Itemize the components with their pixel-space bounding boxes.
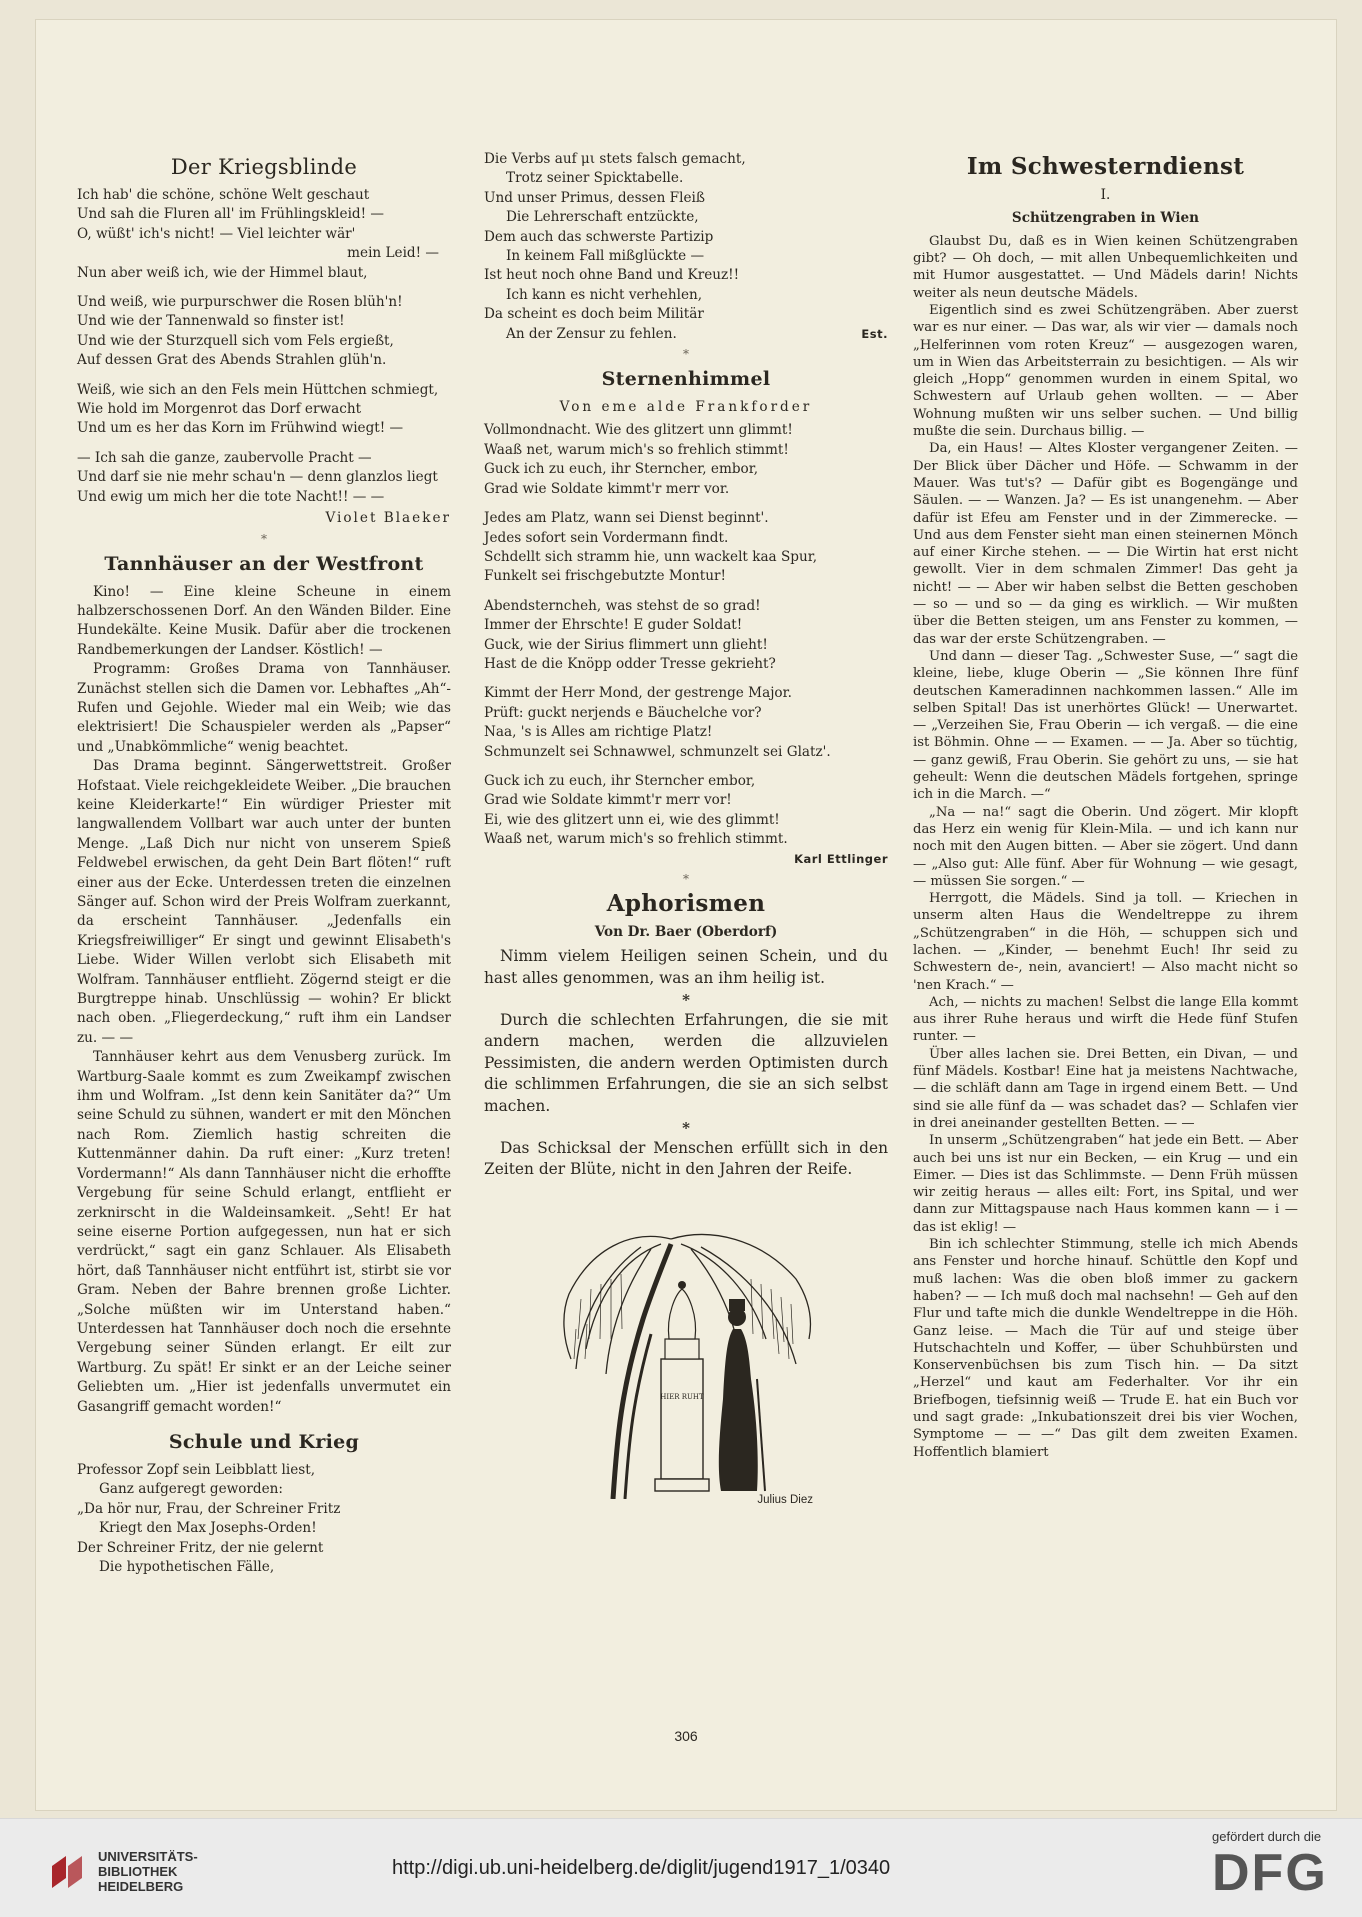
verse-line: Grad wie Soldate kimmt'r merr vor!	[484, 792, 732, 809]
poem-author: Est.	[861, 326, 888, 341]
verse-line: Ei, wie des glitzert unn ei, wie des glimmt!	[484, 811, 780, 828]
article-title: Tannhäuser an der Westfront	[104, 552, 424, 575]
aphorism: Das Schicksal der Menschen erfüllt sich in den Zeiten der Blüte, nicht in den Jahren der Reife.	[484, 1138, 888, 1179]
verse-line: Und um es her das Korn im Frühwind wiegt! —	[77, 420, 404, 437]
verse-line: Und wie der Sturzquell sich vom Fels ergießt,	[77, 332, 394, 349]
verse-line: Professor Zopf sein Leibblatt liest,	[77, 1461, 316, 1478]
story-section: I.	[1100, 187, 1111, 203]
separator-star: *	[682, 1118, 690, 1137]
verse-line: An der Zensur zu fehlen.	[506, 325, 677, 342]
verse-line: Und ewig um mich her die tote Nacht!! — —	[77, 488, 385, 505]
story-paragraph: In unserm „Schützengraben“ hat jede ein Bett. — Aber auch bei uns ist nur ein Becken, — ein Krug — und ein Eimer. — Dies ist das Schlimmste. — Denn Früh müssen wir zeitig heraus — alles eilt: Fort, ins Spital, und wer dann zur Mittagspause nach Haus kommen kann — i — das ist eklig! —	[913, 1133, 1298, 1235]
verse-line: Hast de die Knöpp odder Tresse gekrieht?	[484, 655, 776, 672]
poem-author: Violet Blaeker	[325, 510, 451, 527]
story-paragraph: Da, ein Haus! — Altes Kloster vergangener Zeiten. — Der Blick über Dächer und Höfe. — Schwamm in der Mauer. Was tut's? — Dafür gibt es Bogengänge und Säulen. — — Wanzen. Ja? — Es ist unangenehm. — Aber dafür ist Efeu am Fenster und in der Zimmerecke. — Und aus dem Fenster sieht man einen steinernen Mönch auf einer Kirche stehen. — — Die Wirtin hat erst nicht gewollt. Vier in dem schmalen Zimmer! Das geht ja nicht! — — Aber wir haben selbst die Betten geschoben — so — und so — da ging es wirklich. — Wir mußten über die Betten steigen, um ans Fenster zu kommen, — das war der erste Schützengraben. —	[913, 441, 1298, 647]
aphorisms-author: Von Dr. Baer (Oberdorf)	[594, 924, 778, 940]
willow-tree-icon	[551, 1199, 821, 1499]
column-3	[913, 150, 1298, 1461]
verse-line: mein Leid! —	[347, 245, 439, 262]
aphorism: Nimm vielem Heiligen seinen Schein, und du hast alles genommen, was an ihm heilig ist.	[484, 947, 888, 987]
verse-line: Dem auch das schwerste Partizip	[484, 228, 714, 245]
story-paragraph: Ach, — nichts zu machen! Selbst die lange Ella kommt aus ihrer Ruhe heraus und wirft die Hede fünf Stufen runter. —	[913, 994, 1298, 1045]
verse-line: Ich hab' die schöne, schöne Welt geschaut	[77, 187, 370, 203]
article-paragraph: Das Drama beginnt. Sängerwettstreit. Großer Hofstaat. Viele reichgekleidete Weiber. „Die brauchen keine Kleiderkarte!“ Ein würdiger Priester mit langwallendem Vollbart war auch unter der bunten Menge. „Laß Dich nur nicht von unserem Spieß Feldwebel erwischen, da geht Dein Bart flöten!“ ruft einer aus der Ecke. Unterdessen treten die einzelnen Sänger auf. Schon wird der Preis Wolfram zuerkannt, da erscheint Tannhäuser. „Jedenfalls ein Kriegsfreiwilliger“ Er singt und gewinnt Elisabeth's Liebe. Wider Willen verlobt sich Elisabeth mit Wolfram. Tannhäuser entflieht. Zögernd steigt er die Burgtreppe hinab. Unschlüssig — wohin? Er blickt nach oben. „Fliegerdeckung,“ ruft ihm ein Landser zu. — —	[77, 758, 451, 1046]
verse-line: Weiß, wie sich an den Fels mein Hüttchen schmiegt,	[77, 381, 439, 398]
story-paragraph: „Na — na!“ sagt die Oberin. Und zögert. Mir klopft das Herz ein wenig für Klein-Mila. — und ich kann nur noch mit den Augen bitten. — Aber sie zögert. Und dann — „Also gut: Alle fünf. Aber für Wohnung — wie gesagt, — müssen Sie sorgen.“ —	[913, 804, 1298, 889]
story-paragraph: Glaubst Du, daß es in Wien keinen Schützengraben gibt? — Oh doch, — mit allen Unbequemlichkeiten und mit Humor ausgestattet. — Und Mädels darin! Nichts weiter als neun deutsche Mädels.	[913, 233, 1298, 301]
verse-line: „Da hör nur, Frau, der Schreiner Fritz	[77, 1500, 341, 1517]
verse-line: Und darf sie nie mehr schau'n — denn glanzlos liegt	[77, 469, 438, 486]
poem-author: Karl Ettlinger	[794, 851, 888, 866]
story-subtitle: Schützengraben in Wien	[1011, 210, 1200, 227]
gravestone-text: HIER RUHT	[660, 1392, 704, 1401]
poem-verse	[484, 421, 888, 849]
verse-line: Waaß net, warum mich's so frehlich stimmt.	[484, 831, 788, 848]
story-paragraph: Über alles lachen sie. Drei Betten, ein Divan, — und fünf Mädels. Kostbar! Eine hat ja meistens Nachtwache, — die schläft dann am Tage in irgend einem Bett. — Und sind sie alle fünf da — was schadet das? — Schlafen vier in drei aneinander gestellten Betten. — —	[913, 1046, 1298, 1131]
verse-line: Immer der Ehrschte! E guder Soldat!	[484, 617, 743, 634]
verse-line: Schdellt sich stramm hie, unn wackelt kaa Spur,	[484, 548, 818, 565]
column-1	[77, 150, 451, 1577]
poem-title: Schule und Krieg	[168, 1430, 360, 1453]
verse-line: Jedes am Platz, wann sei Dienst beginnt'.	[484, 510, 769, 527]
separator-star: *	[682, 990, 690, 1009]
poem-subtitle: Von eme alde Frankforder	[559, 399, 813, 416]
story-paragraph: Eigentlich sind es zwei Schützengräben. Aber zuerst war es nur einer. — Das war, als wir vier — damals noch „Helferinnen vom roten Kreuz“ — ausgezogen waren, um in Wien das Arbeitsterrain zu besichtigen. — Als wir gleich „Hopp“ genommen wurden in einem Spital, wo Schwestern auf Urlaub gehen wollten. — — Aber Wohnung mußten wir uns selber suchen. — Und billig mußte die sein. Durchaus billig. —	[913, 303, 1298, 440]
dfg-logo: DFG	[1212, 1844, 1328, 1902]
verse-line-with-author	[484, 325, 888, 344]
verse-line: Die Lehrerschaft entzückte,	[506, 209, 699, 226]
verse-line: Wie hold im Morgenrot das Dorf erwacht	[77, 401, 362, 418]
library-logo[interactable]	[48, 1849, 198, 1894]
permalink[interactable]: http://digi.ub.uni-heidelberg.de/diglit/jugend1917_1/0340	[392, 1857, 891, 1879]
story-paragraph: Und dann — dieser Tag. „Schwester Suse, —“ sagt die kleine, liebe, kluge Oberin — „Sie können Ihre fünf deutschen Kameradinnen nachkommen lassen.“ Alle im selben Spital! Das ist unerhörtes Glück! — Unerwartet. — „Verzeihen Sie, Frau Oberin — ich vergaß. — die eine ist Böhmin. Ohne — — Examen. — — Ja. Aber so tüchtig, — ganz gewiß, Frau Oberin. Sie gehört zu uns, — sie hat geheult: Wenn die deutschen Mädels fortgehen, springe ich in die March. —“	[913, 648, 1298, 803]
aphorisms	[484, 946, 888, 1180]
story-paragraph: Herrgott, die Mädels. Sind ja toll. — Kriechen in unserm alten Haus die Wendeltreppe zu ihrem „Schützengraben“ in die Höh, — schuppen sich und lachen. — „Kinder, — benehmt Euch! Ihr seid zu Schwestern de-, nein, avanciert! — Also macht nicht so 'nen Krach.“ —	[913, 891, 1298, 993]
verse-line: Vollmondnacht. Wie des glitzert unn glimmt!	[484, 422, 793, 439]
verse-line: Und unser Primus, dessen Fleiß	[484, 189, 705, 206]
article-paragraph: Tannhäuser kehrt aus dem Venusberg zurück. Im Wartburg-Saale kommt es zum Zweikampf zwischen ihm und Wolfram. „Ist denn kein Sanitäter da?“ Um seine Schuld zu sühnen, wandert er mit den Mönchen nach Rom. Ziemlich hastig schreiten die Kuttenmänner dahin. Da ruft einer: „Kurz treten! Vordermann!“ Als dann Tannhäuser nicht die erhoffte Vergebung für seine Schuld erlangt, entflieht er zerknirscht in die Waldeinsamkeit. „Seht! Er hat seine eiserne Portion aufgegessen, nun hat er sich verdrückt,“ sagt ein ganz Schlauer. Als Elisabeth hört, daß Tannhäuser nicht entführt ist, stirbt sie vor Gram. Neben der Bahre brennen große Lichter. „Solche müßten wir im Unterstand haben.“ Unterdessen hat Tannhäuser doch noch die ersehnte Vergebung seiner Sünden erlangt. Er eilt zur Wartburg. Zu spät! Er sinkt er an der Leiche seiner Geliebten um. „Hier ist jedenfalls unvermutet ein Gasangriff gemacht worden!“	[77, 1049, 451, 1415]
poem-verse	[77, 1461, 451, 1577]
verse-line: Die Verbs auf μι stets falsch gemacht,	[484, 151, 746, 167]
verse-line: Nun aber weiß ich, wie der Himmel blaut,	[77, 264, 368, 281]
verse-line: Guck, wie der Sirius flimmert unn glieht!	[484, 636, 768, 653]
verse-line: Schmunzelt sei Schnawwel, schmunzelt sei Glatz'.	[484, 743, 831, 760]
poem-title: Der Kriegsblinde	[170, 155, 358, 179]
funded-by-label: gefördert durch die	[1212, 1829, 1322, 1844]
verse-line: Auf dessen Grat des Abends Strahlen glüh'n.	[77, 352, 387, 369]
verse-line: Jedes sofort sein Vordermann findt.	[484, 529, 729, 546]
page-number: 306	[674, 1728, 698, 1744]
magazine-sheet	[36, 20, 1336, 1810]
library-mark-icon	[48, 1852, 88, 1892]
verse-line: Der Schreiner Fritz, der nie gelernt	[77, 1539, 324, 1556]
verse-line: Und sah die Fluren all' im Frühlingskleid! —	[77, 206, 385, 223]
verse-line: Naa, 's is Alles am richtige Platz!	[484, 724, 713, 741]
article-paragraph: Kino! — Eine kleine Scheune in einem halbzerschossenen Dorf. An den Wänden Bilder. Eine Hundekälte. Keine Musik. Dafür aber die trockenen Randbemerkungen der Landser. Köstlich! —	[77, 583, 451, 658]
separator-star: *	[683, 347, 689, 362]
story-title: Im Schwesterndienst	[966, 153, 1245, 180]
funder[interactable]	[1212, 1829, 1344, 1902]
viewer-footer	[0, 1818, 1362, 1917]
verse-line: Prüft: guckt nerjends e Bäuchelche vor?	[484, 704, 762, 721]
verse-line: Guck ich zu euch, ihr Sterncher embor,	[484, 772, 756, 789]
verse-line: Waaß net, warum mich's so frehlich stimmt!	[484, 441, 789, 458]
verse-line: Da scheint es doch beim Militär	[484, 306, 704, 323]
verse-line: O, wüßt' ich's nicht! — Viel leichter wär'	[77, 225, 356, 242]
poem-title: Sternenhimmel	[601, 368, 771, 391]
verse-line: — Ich sah die ganze, zaubervolle Pracht —	[77, 449, 372, 466]
verse-line: Die hypothetischen Fälle,	[99, 1559, 275, 1575]
verse-line: Trotz seiner Spicktabelle.	[506, 170, 684, 187]
poem-verse	[484, 150, 888, 344]
library-line: HEIDELBERG	[98, 1879, 184, 1894]
article-paragraph: Programm: Großes Drama von Tannhäuser. Zunächst stellen sich die Damen vor. Lebhaftes „Ah“-Rufen und Gejohle. Wieder mal ein Weib; wie das elektrisiert! Die Schauspieler werden als „Papser“ und „Unabkömmliche“ wenig beachtet.	[77, 661, 451, 755]
verse-line: Ist heut noch ohne Band und Kreuz!!	[484, 267, 740, 284]
verse-line: Abendsterncheh, was stehst de so grad!	[484, 597, 761, 614]
separator-star: *	[683, 872, 689, 886]
verse-line: Ganz aufgeregt geworden:	[99, 1481, 284, 1498]
verse-line: Guck ich zu euch, ihr Sterncher, embor,	[484, 461, 759, 478]
verse-line: Und weiß, wie purpurschwer die Rosen blüh'n!	[77, 294, 403, 311]
story-body	[913, 233, 1298, 1461]
separator-star: *	[261, 531, 267, 546]
story-paragraph: Bin ich schlechter Stimmung, stelle ich mich Abends ans Fenster und horche hinauf. Schüttle den Kopf und muß lachen: Was die oben bloß immer zu gackern haben? — — Ich muß doch mal nachsehn! — Geh auf den Flur und tafte mich die dunkle Wendeltreppe in die Höh. Ganz leise. — Mach die Tür auf und steige über Hutschachteln und Koffer, — über Schuhbürsten und Konservenbüchsen bis zum Tisch hin. — Da sitzt „Herzel“ und kaut am Federhalter. Vor ihr ein Briefbogen, tiefsinnig weiß — Trude E. hat ein Buch vor und sagt grade: „Inkubationszeit drei bis vier Wochen, Symptome — — —“ Das gilt dem zweiten Examen. Hoffentlich blamiert	[913, 1237, 1298, 1460]
library-line: BIBLIOTHEK	[98, 1864, 178, 1879]
verse-line: Ich kann es nicht verhehlen,	[506, 286, 703, 303]
poem-verse	[77, 186, 451, 507]
aphorisms-title: Aphorismen	[606, 890, 766, 917]
library-line: UNIVERSITÄTS-	[98, 1849, 198, 1864]
verse-line: Grad wie Soldate kimmt'r merr vor.	[484, 480, 730, 497]
illustration-willow-grave	[551, 1199, 821, 1509]
verse-line: Kriegt den Max Josephs-Orden!	[99, 1520, 317, 1537]
library-name	[98, 1849, 198, 1894]
aphorism: Durch die schlechten Erfahrungen, die sie mit andern machen, werden die allzuvielen Pessimisten, die andern werden Optimisten durch die schlimmen Erfahrungen, die sie an sich selbst machen.	[484, 1010, 888, 1115]
illustration-caption: Julius Diez	[757, 1494, 813, 1507]
verse-line: Und wie der Tannenwald so finster ist!	[77, 313, 345, 330]
column-2	[484, 150, 888, 1509]
verse-line: Funkelt sei frischgebutzte Montur!	[484, 568, 726, 585]
verse-line: In keinem Fall mißglückte —	[506, 248, 705, 265]
verse-line: Kimmt der Herr Mond, der gestrenge Major.	[484, 685, 792, 702]
